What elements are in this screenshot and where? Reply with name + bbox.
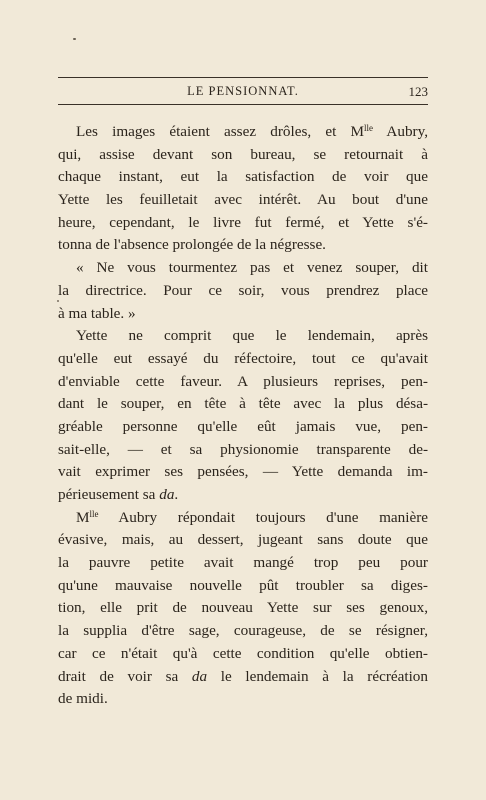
text-line: qu'elle eut essayé du réfectoire, tout ce qu'avait	[58, 349, 428, 367]
text-line: d'enviable cette faveur. A plusieurs reprises, pen-	[58, 372, 428, 390]
text-line: sait-elle, — et sa physionomie transparente de-	[58, 440, 428, 458]
text-line: qui, assise devant son bureau, se retournait à	[58, 145, 428, 163]
text-line: drait de voir sa da le lendemain à la récréation	[58, 667, 428, 685]
text-line: tion, elle prit de nouveau Yette sur ses genoux,	[58, 599, 428, 617]
text-line: la pauvre petite avait mangé trop peu pour	[58, 554, 428, 572]
text-line: Les images étaient assez drôles, et $M^{lle}$ Aubry,	[76, 123, 429, 140]
text-line: car ce n'était qu'à cette condition qu'elle obtien-	[58, 644, 428, 662]
text-line: de midi.	[58, 690, 108, 708]
running-header	[58, 84, 428, 102]
text-line: à ma table. »	[58, 304, 136, 322]
text-line: qu'une mauvaise nouvelle pût troubler sa diges-	[58, 576, 428, 594]
text-line: chaque instant, eut la satisfaction de voir que	[58, 168, 428, 186]
body-text	[58, 121, 428, 711]
text-line: vait exprimer ses pensées, — Yette demanda im-	[58, 463, 428, 481]
text-line: $M^{lle}$ Aubry répondait toujours d'une manière	[76, 508, 428, 526]
page-number: 123	[408, 84, 428, 99]
text-line: évasive, mais, au dessert, jugeant sans doute que	[58, 531, 428, 549]
text-line: tonna de l'absence prolongée de la négresse.	[58, 236, 326, 254]
header-rule-bottom	[58, 104, 428, 105]
text-line: périeusement sa da.	[58, 486, 179, 503]
text-line: Yette les feuilletait avec intérêt. Au bout d'une	[58, 191, 428, 209]
text-line: la directrice. Pour ce soir, vous prendrez place	[58, 281, 428, 299]
running-title: LE PENSIONNAT.	[187, 84, 299, 98]
paper-speck	[73, 38, 76, 40]
text-line: la supplia d'être sage, courageuse, de se résigner,	[58, 622, 428, 640]
text-line: gréable personne qu'elle eût jamais vue, pen-	[58, 417, 428, 435]
text-line: heure, cependant, le livre fut fermé, et Yette s'é-	[58, 213, 428, 231]
text-line: Yette ne comprit que le lendemain, après	[76, 327, 428, 345]
header-rule-top	[58, 77, 428, 78]
text-line: « Ne vous tourmentez pas et venez souper, dit	[76, 259, 428, 277]
text-line: dant le souper, en tête à tête avec la plus désa-	[58, 395, 428, 413]
